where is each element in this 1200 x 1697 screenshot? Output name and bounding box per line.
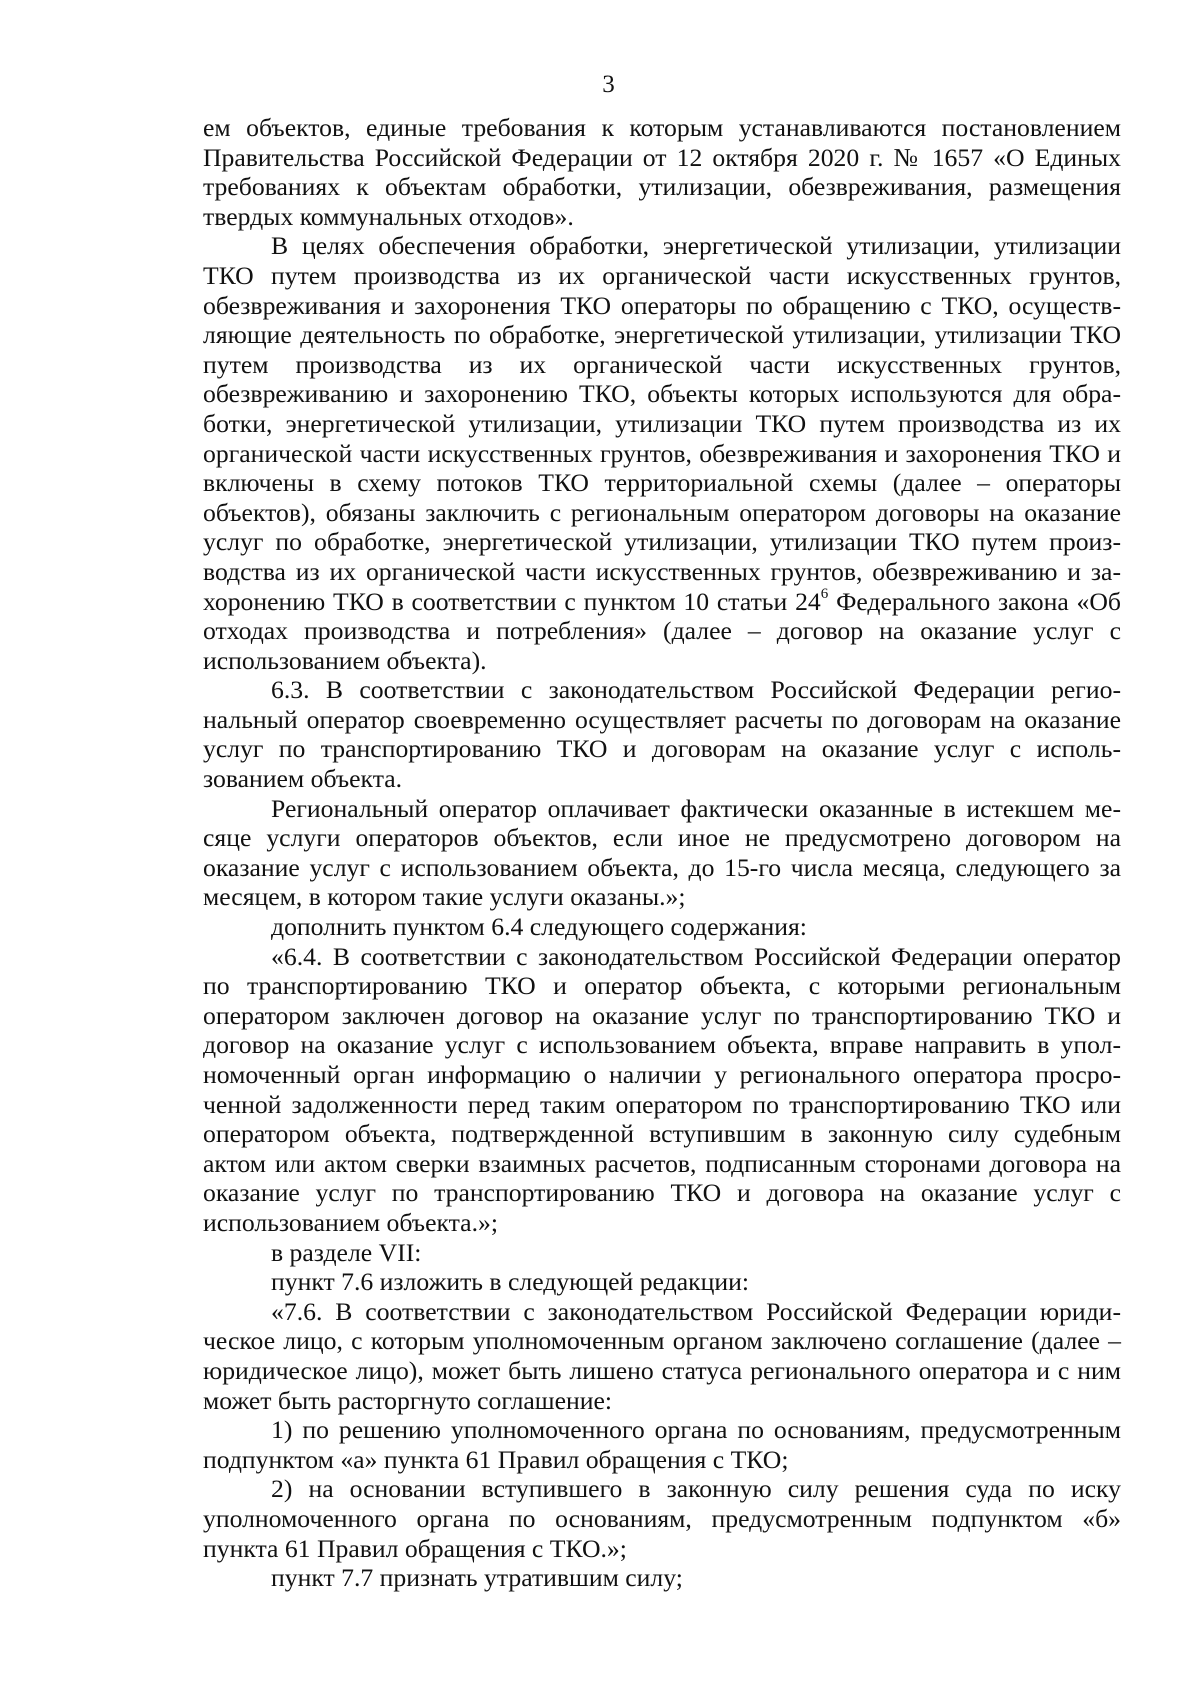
paragraph-text: пункт 7.6 изложить в следующей редакции: [271, 1267, 749, 1297]
paragraph-text: Региональный оператор оплачивает фактически оказанные в истекшем месяце услуги операторов объектов, если иное не предусмотрено договором на оказание услуг с использованием объекта, до 15-го числа месяца, следующего за месяцем, в котором такие услуги оказаны.»; [203, 793, 1121, 912]
page-number: 3 [602, 71, 615, 98]
paragraph-text: 6.3. В соответствии с законодательством Российской Федерации региональный оператор своевременно осуществляет расчеты по договорам на оказание услуг по транспортированию ТКО и договорам на оказание услуг с использованием объекта. [203, 675, 1121, 794]
paragraph-text: «7.6. В соответствии с законодательством Российской Федерации юридическое лицо, с которым уполномоченным органом заключено соглашение (далее – юридическое лицо), может быть лишено статуса регионального оператора и с ним может быть расторгнуто соглашение: [203, 1296, 1121, 1415]
paragraph-payment [203, 794, 1121, 912]
paragraph-6-3 [203, 675, 1121, 793]
paragraph-text: «6.4. В соответствии с законодательством Российской Федерации оператор по транспортированию ТКО и оператор объекта, с которыми региональным оператором заключен договор на оказание услуг по транспортированию ТКО и договор на оказание услуг с использованием объекта, вправе направить в уполномоченный орган информацию о наличии у регионального оператора просроченной задолженности перед таким оператором по транспортированию ТКО или оператором объекта, подтвержденной вступившим в законную силу судебным актом или актом сверки взаимных расчетов, подписанным сторонами договора на оказание услуг по транспортированию ТКО и договора на оказание услуг с использованием объекта.»; [203, 941, 1121, 1237]
paragraph-text: В целях обеспечения обработки, энергетической утилизации, утилизации ТКО путем производства из их органической части искусственных грунтов, обезвреживания и захоронения ТКО операторы по обращению с ТКО, осуществляющие деятельность по обработке, энергетической утилизации, утилизации ТКО путем производства из их органической части искусственных грунтов, обезвреживанию и захоронению ТКО, объекты которых используются для обработки, энергетической утилизации, утилизации ТКО путем производства из их органической части искусственных грунтов, обезвреживания и захоронения ТКО и включены в схему потоков ТКО территориальной схемы (далее – операторы объектов), обязаны заключить с региональным оператором договоры на оказание услуг по обработке, энергетической утилизации, утилизации ТКО путем производства из их органической части искусственных грунтов, обезвреживанию и захоронению ТКО в соответствии с пунктом 10 статьи 24 [203, 231, 1121, 616]
paragraph-text: дополнить пунктом 6.4 следующего содержания: [271, 912, 807, 942]
paragraph-text: ем объектов, единые требования к которым устанавливаются постановлением Правительства Российской Федерации от 12 октября 2020 г. № 1657 «О Единых требованиях к объектам обработки, утилизации, обезвреживания, размещения твердых коммунальных отходов». [203, 113, 1121, 231]
paragraph-6-4 [203, 942, 1121, 1238]
paragraph-text-after: Федерального закона «Об отходах производства и потребления» (далее – договор на оказание услуг с использованием объекта). [203, 586, 1122, 675]
paragraph-text: пункт 7.7 признать утратившим силу; [271, 1563, 683, 1593]
paragraph-obligations-operators [203, 231, 1121, 675]
paragraph-7-7 [203, 1563, 1121, 1593]
paragraph-text: в разделе VII: [271, 1237, 422, 1267]
paragraph-text: 1) по решению уполномоченного органа по основаниям, предусмотренным подпунктом «а» пункта 61 Правил обращения с ТКО; [203, 1415, 1121, 1474]
document-body [203, 113, 1121, 1593]
paragraph-7-6-intro [203, 1267, 1121, 1297]
paragraph-continuation [203, 113, 1121, 231]
superscript-article-ref: 6 [820, 585, 829, 602]
list-item-1 [203, 1415, 1121, 1474]
list-item-2 [203, 1474, 1121, 1563]
paragraph-add-6-4 [203, 912, 1121, 942]
paragraph-text: 2) на основании вступившего в законную силу решения суда по иску уполномоченного органа по основаниям, предусмотренным подпунктом «б» пункта 61 Правил обращения с ТКО.»; [203, 1474, 1121, 1563]
paragraph-section-vii [203, 1238, 1121, 1268]
paragraph-7-6 [203, 1297, 1121, 1415]
